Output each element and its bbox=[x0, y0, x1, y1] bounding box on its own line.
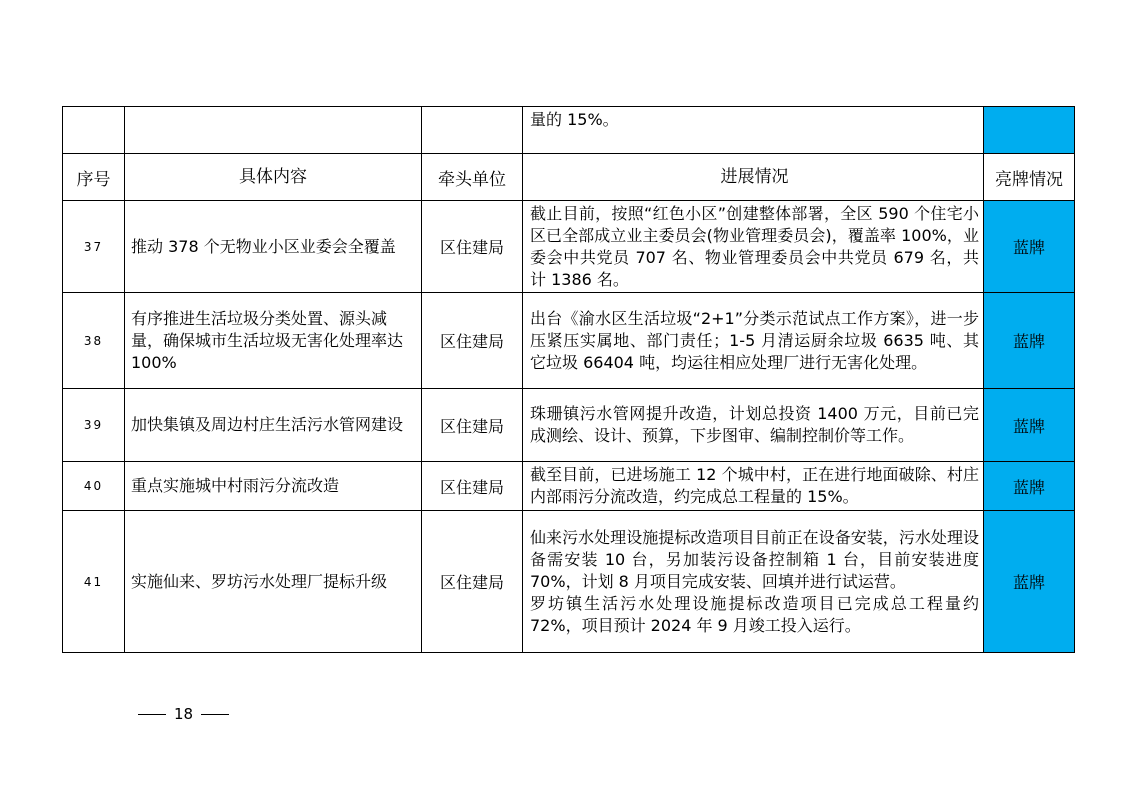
table-row bbox=[63, 293, 1075, 389]
progress-paragraph: 罗坊镇生活污水处理设施提标改造项目已完成总工程量约 72%，项目预计 2024 年 9 月竣工投入运行。 bbox=[530, 593, 979, 635]
cell-unit: 区住建局 bbox=[422, 511, 523, 653]
cell-progress: 出台《渝水区生活垃圾“2+1”分类示范试点工作方案》，进一步压紧压实属地、部门责任；1-5 月清运厨余垃圾 6635 吨、其它垃圾 66404 吨，均运往相应处理厂进行无害化处理。 bbox=[523, 293, 984, 389]
cell-unit: 区住建局 bbox=[422, 389, 523, 462]
cell-status bbox=[984, 107, 1075, 154]
header-progress: 进展情况 bbox=[523, 154, 984, 201]
dash-left bbox=[138, 714, 166, 716]
cell-number: 38 bbox=[63, 293, 125, 389]
cell-status: 蓝牌 bbox=[984, 462, 1075, 511]
header-unit: 牵头单位 bbox=[422, 154, 523, 201]
cell-content: 加快集镇及周边村庄生活污水管网建设 bbox=[125, 389, 422, 462]
cell-content: 有序推进生活垃圾分类处置、源头减量，确保城市生活垃圾无害化处理率达 100% bbox=[125, 293, 422, 389]
cell-status: 蓝牌 bbox=[984, 293, 1075, 389]
continued-row bbox=[63, 107, 1075, 154]
cell-content: 推动 378 个无物业小区业委会全覆盖 bbox=[125, 201, 422, 293]
cell-unit: 区住建局 bbox=[422, 201, 523, 293]
progress-table bbox=[62, 106, 1075, 653]
dash-right bbox=[201, 714, 229, 716]
header-content: 具体内容 bbox=[125, 154, 422, 201]
table-row bbox=[63, 462, 1075, 511]
cell-status: 蓝牌 bbox=[984, 511, 1075, 653]
cell-content: 实施仙来、罗坊污水处理厂提标升级 bbox=[125, 511, 422, 653]
table-row bbox=[63, 201, 1075, 293]
cell-number bbox=[63, 107, 125, 154]
cell-status: 蓝牌 bbox=[984, 201, 1075, 293]
cell-status: 蓝牌 bbox=[984, 389, 1075, 462]
cell-number: 39 bbox=[63, 389, 125, 462]
cell-progress: 截止目前，按照“红色小区”创建整体部署，全区 590 个住宅小区已全部成立业主委员会(物业管理委员会)，覆盖率 100%，业委会中共党员 707 名、物业管理委员会中共党员 679 名，共计 1386 名。 bbox=[523, 201, 984, 293]
page-number bbox=[130, 705, 237, 723]
header-row bbox=[63, 154, 1075, 201]
progress-paragraph: 仙来污水处理设施提标改造项目目前正在设备安装，污水处理设备需安装 10 台，另加装污设备控制箱 1 台，目前安装进度 70%，计划 8 月项目完成安装、回填并进行试运营。 bbox=[530, 527, 979, 591]
cell-progress: 珠珊镇污水管网提升改造，计划总投资 1400 万元，目前已完成测绘、设计、预算，下步图审、编制控制价等工作。 bbox=[523, 389, 984, 462]
cell-unit bbox=[422, 107, 523, 154]
cell-progress: 量的 15%。 bbox=[523, 107, 984, 154]
header-number: 序号 bbox=[63, 154, 125, 201]
cell-content bbox=[125, 107, 422, 154]
cell-progress bbox=[523, 511, 984, 653]
header-status: 亮牌情况 bbox=[984, 154, 1075, 201]
cell-progress: 截至目前，已进场施工 12 个城中村，正在进行地面破除、村庄内部雨污分流改造，约完成总工程量的 15%。 bbox=[523, 462, 984, 511]
cell-unit: 区住建局 bbox=[422, 293, 523, 389]
cell-content: 重点实施城中村雨污分流改造 bbox=[125, 462, 422, 511]
page-number-text: 18 bbox=[174, 705, 194, 723]
table-row bbox=[63, 511, 1075, 653]
cell-number: 37 bbox=[63, 201, 125, 293]
cell-number: 40 bbox=[63, 462, 125, 511]
cell-number: 41 bbox=[63, 511, 125, 653]
cell-unit: 区住建局 bbox=[422, 462, 523, 511]
table-row bbox=[63, 389, 1075, 462]
